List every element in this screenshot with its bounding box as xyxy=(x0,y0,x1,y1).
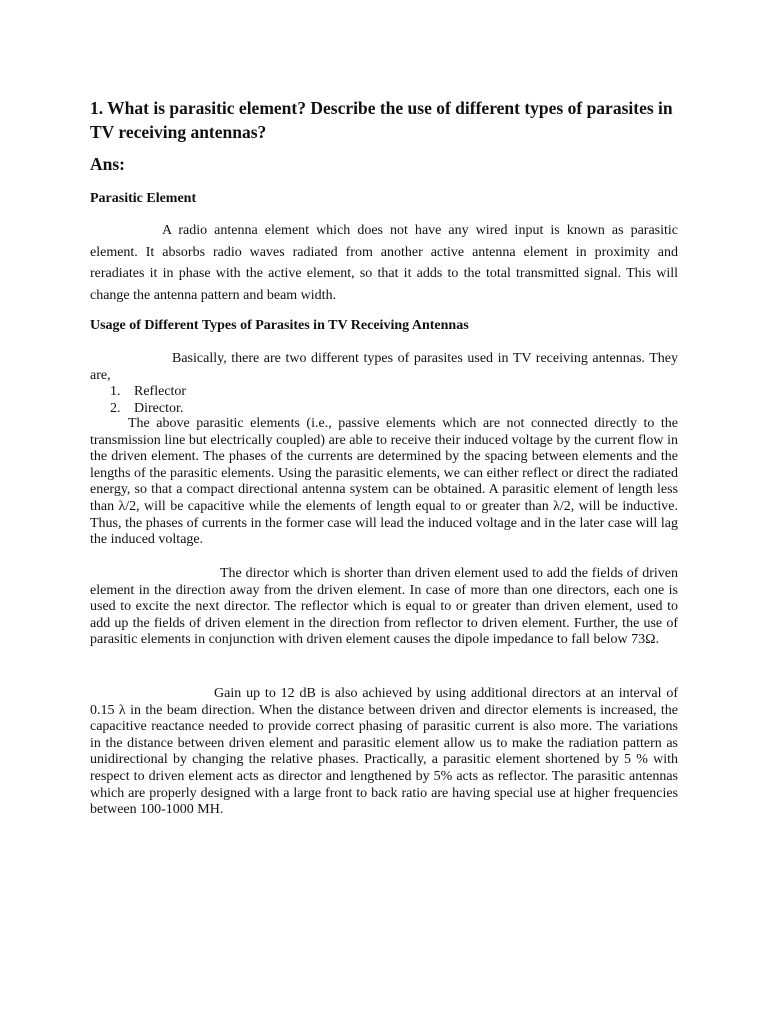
list-item xyxy=(110,401,186,418)
paragraph-parasite-types-intro: Basically, there are two different types of parasites used in TV receiving antennas. They are, xyxy=(90,351,678,383)
list-item-text: Reflector xyxy=(134,384,187,399)
answer-label: Ans: xyxy=(90,154,126,174)
paragraph-director-reflector: The director which is shorter than driven element used to add the fields of driven element in the direction away from the driven element. In case of more than one directors, each one is used to excite the next director. The reflector which is equal to or greater than driven element, used to add up the fields of driven element in the direction from reflector to driven element. Further, the use of parasitic elements in conjunction with driven element causes the dipole impedance to fall below 73Ω. xyxy=(90,566,678,648)
section-heading-parasitic-element: Parasitic Element xyxy=(90,191,197,206)
paragraph-gain: Gain up to 12 dB is also achieved by using additional directors at an interval of 0.15 λ in the beam direction. When the distance between driven and director elements is increased, the capacitive reactance needed to provide correct phasing of parasitic current is also more. The variations in the distance between driven element and parasitic element allow us to make the radiation pattern as unidirectional by changing the relative phases. Practically, a parasitic element shortened by 5 % with respect to driven element acts as director and lengthened by 5% acts as reflector. The parasitic antennas which are properly designed with a large front to back ratio are having special use at higher frequencies between 100-1000 MH. xyxy=(90,686,678,818)
list-item-number: 1. xyxy=(110,384,121,399)
list-item-number: 2. xyxy=(110,400,121,416)
parasite-types-list xyxy=(110,384,186,417)
list-item-text: Director. xyxy=(134,400,184,416)
section-heading-usage: Usage of Different Types of Parasites in TV Receiving Antennas xyxy=(90,318,469,333)
list-item xyxy=(110,384,186,401)
paragraph-parasitic-definition: A radio antenna element which does not have any wired input is known as parasitic element. It absorbs radio waves radiated from another active antenna element in proximity and reradiates it in phase with the active element, so that it adds to the total transmitted signal. This will change the antenna pattern and beam width. xyxy=(90,223,678,303)
question-heading: 1. What is parasitic element? Describe the use of different types of parasites in TV receiving antennas? xyxy=(90,98,673,142)
paragraph-passive-elements: The above parasitic elements (i.e., passive elements which are not connected directly to the transmission line but electrically coupled) are able to receive their induced voltage by the current flow in the driven element. The phases of the currents are determined by the spacing between elements and the lengths of the parasitic elements. Using the parasitic elements, we can either reflect or direct the radiated energy, so that a compact directional antenna system can be obtained. A parasitic element of length less than λ/2, will be capacitive while the elements of length equal to or greater than λ/2, will be inductive. Thus, the phases of currents in the former case will lead the induced voltage and in the later case will lag the induced voltage. xyxy=(90,416,678,548)
